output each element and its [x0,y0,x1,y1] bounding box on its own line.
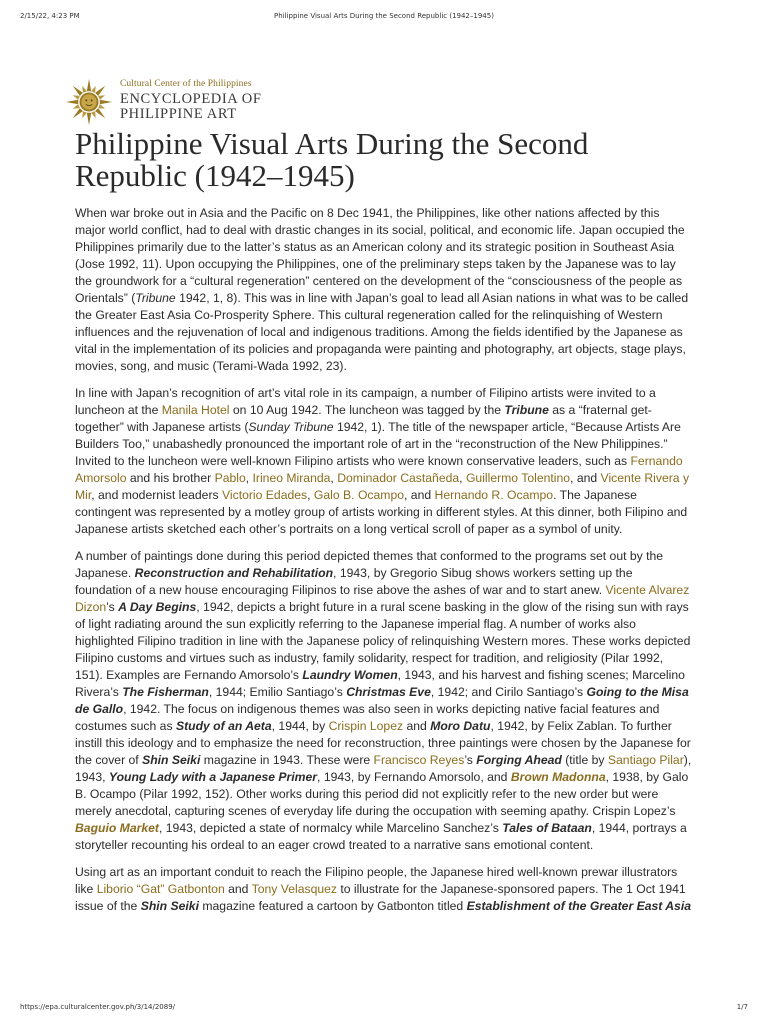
sun-ray [82,111,87,118]
sun-ray [95,108,105,118]
text-run: ), 1943, [75,753,692,784]
text-run: , and modernist leaders [91,488,222,502]
citation-title: Tribune [135,291,176,305]
text-run: When war broke out in Asia and the Pacific on 8 Dec 1941, the Philippines, like other nations affected by this major world conflict, had to deal with drastic changes in its social, political, and economic life. Japan occupied the Philippines primarily due to the latter’s status as an American colony and its strategic position in Southeast Asia (Jose 1992, 11). Upon occupying the Philippines, one of the preliminary steps taken by the Japanese was to lay the groundwork for a “cultural regeneration” centered on the development of the “consciousness of the people as Orientals” ( [75,206,685,305]
print-page-number: 1/7 [736,1003,748,1011]
site-logo[interactable] [65,78,365,126]
text-run: , 1944, by [271,719,329,733]
text-run: and [224,882,252,896]
work-title: Forging Ahead [476,753,562,767]
sun-ray [73,108,83,118]
work-title: Tribune [504,403,549,417]
text-run: , 1938, by Galo B. Ocampo (Pilar 1992, 152). Other works during this period did not explicitly refer to the new order but were merely anecdotal, capturing scenes of everyday life during the occupation with seeming apathy. Crispin Lopez’s [75,770,689,818]
sun-ray [87,113,91,125]
text-run: Using art as an important conduit to reach the Filipino people, the Japanese hired well-known prewar illustrators like [75,865,678,896]
inline-link[interactable]: Fernando Amorsolo [75,454,683,485]
text-run: , 1943, by Fernando Amorsolo, and [317,770,511,784]
sun-ray [95,86,105,96]
text-run: , 1943, and his harvest and fishing scenes; Marcelino Rivera’s [75,668,685,699]
inline-link[interactable]: Vicente Alvarez Dizon [75,583,690,614]
inline-link[interactable]: Liborio “Gat” Gatbonton [96,882,225,896]
work-title: Young Lady with a Japanese Primer [108,770,318,784]
text-run: , 1942, depicts a bright future in a rural scene basking in the glow of the rising sun with rays of light radiating around the sun explicitly referring to the Japanese imperial flag. A number of works also highlighted Filipino tradition in line with the Japanese policy of relinquishing Western mores. These works depicted Filipino customs and virtues such as industry, family solidarity, respect for tradition, and religiosity (Pilar 1992, 151). Examples are Fernando Amorsolo’s [75,600,691,682]
text-run: magazine featured a cartoon by Gatbonton titled [198,899,467,913]
article-paragraph [75,548,692,854]
print-page-title: Philippine Visual Arts During the Second Republic (1942–1945) [274,12,494,20]
inline-link[interactable]: Brown Madonna [510,770,606,784]
text-run: on 10 Aug 1942. The luncheon was tagged by the [229,403,505,417]
text-run: 1942, 1, 8). This was in line with Japan’s goal to lead all Asian nations in what was to be called the Greater East Asia Co-Prosperity Sphere. This cultural regeneration called for the relinquishing of Western influences and the rejuvenation of local and indigenous traditions. Among the fields identified by the Japanese as vital in the implementation of its policies and propaganda were painting and photography, art objects, stage plays, movies, song, and music (Terami-Wada 1992, 23). [75,291,689,373]
article-body [75,205,692,925]
inline-link[interactable]: Vicente Rivera y Mir [75,471,690,502]
brand-line-2: PHILIPPINE ART [120,106,237,122]
work-title: Christmas Eve [346,685,431,699]
text-run: A number of paintings done during this period depicted themes that conformed to the programs set out by the Japanese. [75,549,664,580]
inline-link[interactable]: Victorio Edades [222,488,308,502]
sun-ray [73,95,80,100]
work-title: Shin Seiki [142,753,201,767]
inline-link[interactable]: Dominador Castañeda [337,471,460,485]
work-title: Study of an Aeta [175,719,272,733]
article-paragraph [75,205,692,375]
text-run: , 1943, by Gregorio Sibug shows workers setting up the foundation of a new house encouraging Filipinos to rise above the ashes of war and to start anew. [75,566,633,597]
text-run: and his brother [126,471,215,485]
inline-link[interactable]: Hernando R. Ocampo [434,488,554,502]
work-title: Reconstruction and Rehabilitation [134,566,334,580]
text-run: as a “fraternal get-together” with Japanese artists ( [75,403,652,434]
work-title: Going to the Misa de Gallo [75,685,689,716]
sun-emblem-icon [65,78,113,126]
work-title: The Fisherman [122,685,209,699]
text-run: (title by [561,753,608,767]
inline-link[interactable]: Guillermo Tolentino [465,471,571,485]
sun-ray [87,79,91,91]
text-run: , [459,471,466,485]
text-run: , 1944; Emilio Santiago’s [208,685,347,699]
brand-text [120,80,262,122]
text-run: . The Japanese contingent was represented by a motley group of artists working in different styles. At this dinner, both Filipino and Japanese artists sketched each other’s portraits on a long vertical scroll of paper as a symbol of unity. [75,488,688,536]
work-title: Moro Datu [430,719,491,733]
text-run: ’s [106,600,119,614]
sun-ray [82,86,87,93]
inline-link[interactable]: Manila Hotel [161,403,230,417]
sun-ray [100,100,112,104]
text-run: magazine in 1943. These were [200,753,374,767]
text-run: , 1942; and Cirilo Santiago’s [430,685,587,699]
inline-link[interactable]: Baguio Market [75,821,159,835]
article-title: Philippine Visual Arts During the Second Republic (1942–1945) [75,126,589,193]
print-date: 2/15/22, 4:23 PM [20,12,80,20]
text-run: , [245,471,253,485]
brand-org-name: Cultural Center of the Philippines [120,79,252,89]
work-title: Laundry Women [302,668,398,682]
text-run: , 1943, depicted a state of normalcy while Marcelino Sanchez’s [158,821,503,835]
inline-link[interactable]: Tony Velasquez [251,882,337,896]
inline-link[interactable]: Francisco Reyes [373,753,465,767]
print-url: https://epa.culturalcenter.gov.ph/3/14/2089/ [20,1003,176,1011]
text-run: , 1942. The focus on indigenous themes was also seen in works depicting native facial features and costumes such as [75,702,660,733]
sun-ray [98,104,105,109]
work-title: Tales of Bataan [502,821,592,835]
article-paragraph [75,864,692,915]
text-run: , 1944, portrays a storyteller recounting his ordeal to an eager crowd treated to a narrative sans emotional content. [75,821,687,852]
text-run: In line with Japan’s recognition of art’s vital role in its campaign, a number of Filipino artists were invited to a luncheon at the [75,386,656,417]
text-run: , [307,488,314,502]
brand-line-1: ENCYCLOPEDIA OF [120,90,262,107]
text-run: 1942, 1). The title of the newspaper article, “Because Artists Are Builders Too,” unabashedly pronounced the important role of art in the “reconstruction of the New Philippines.” Invited to the luncheon were well-known Filipino artists who were known conservative leaders, such as [75,420,681,468]
text-run: ’s [464,753,477,767]
text-run: , [330,471,338,485]
sun-ray [98,95,105,100]
sun-ray [91,86,96,93]
inline-link[interactable]: Crispin Lopez [328,719,404,733]
sun-ray [91,111,96,118]
sun-ray [66,100,78,104]
inline-link[interactable]: Irineo Miranda [252,471,331,485]
citation-title: Sunday Tribune [248,420,334,434]
work-title: Shin Seiki [140,899,199,913]
text-run: , 1942, by Felix Zablan. To further instill this ideology and to emphasize the need for reconstruction, three paintings were chosen by the Japanese for the cover of [75,719,691,767]
sun-ray [73,104,80,109]
text-run: and [403,719,431,733]
inline-link[interactable]: Pablo [214,471,246,485]
work-title: A Day Begins [118,600,197,614]
article-paragraph [75,385,692,538]
text-run: to illustrate for the Japanese-sponsored papers. The 1 Oct 1941 issue of the [75,882,686,913]
text-run: , and [570,471,601,485]
sun-ray [73,86,83,96]
work-title: Establishment of the Greater East Asia [466,899,692,913]
inline-link[interactable]: Santiago Pilar [607,753,684,767]
text-run: , and [404,488,435,502]
inline-link[interactable]: Galo B. Ocampo [313,488,405,502]
